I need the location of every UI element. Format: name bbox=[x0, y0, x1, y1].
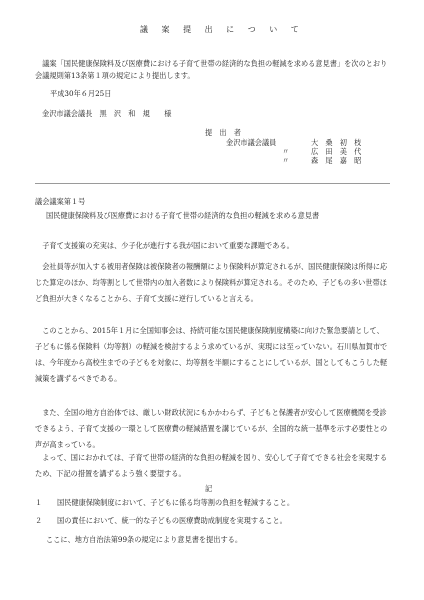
item-number: １ bbox=[35, 498, 43, 507]
item-number: ２ bbox=[35, 516, 43, 525]
body-paragraph: また、全国の地方自治体では、厳しい財政状況にもかかわらず、子どもと保護者が安心して医療機関を受診できるよう、子育て支援の一環として医療費の軽減措置を講じているが、全国的な統一基準を示す必要性との声が高まっている。 bbox=[35, 408, 388, 449]
item-text: 国の責任において、統一的な子どもの医療費助成制度を実現すること。 bbox=[57, 516, 287, 525]
submitter-role: 〃 bbox=[282, 147, 290, 156]
submitter-role: 〃 bbox=[282, 156, 290, 165]
closing-text: ここに、地方自治法第99条の規定により意見書を提出する。 bbox=[46, 535, 243, 544]
submission-date: 平成30年６月25日 bbox=[50, 89, 112, 98]
body-paragraph: このことから、2015年１月に全国知事会は、持続可能な国民健康保険制度構築に向けた緊急要請として、子どもに係る保険料（均等割）の軽減を検討するよう求めているが、実現には至っていない。石川県加賀市では、今年度から高校生までの子どもを対象に、均等割を半額にすることにしているが、国としてもこうした軽減策を講ずるべきである。 bbox=[35, 326, 388, 383]
submitter-label: 提 出 者 bbox=[205, 128, 241, 137]
submitter-name: 森 尾 嘉 昭 bbox=[311, 156, 362, 165]
item-text: 国民健康保険制度において、子どもに係る均等割の負担を軽減すること。 bbox=[57, 498, 295, 507]
submitter-name: 広 田 美 代 bbox=[311, 147, 362, 156]
list-item bbox=[35, 516, 287, 526]
bill-title: 国民健康保険料及び医療費における子育て世帯の経済的な負担の軽減を求める意見書 bbox=[46, 211, 320, 220]
addressee: 金沢市議会議長 黒 沢 和 規 様 bbox=[42, 109, 172, 118]
body-paragraph: 子育て支援策の充実は、少子化が進行する我が国において重要な課題である。 bbox=[42, 241, 294, 250]
ki-heading: 記 bbox=[205, 484, 213, 493]
body-paragraph: 会社員等が加入する被用者保険は被保険者の報酬額により保険料が算定されるが、国民健康保険は所得に応じた算定のほか、均等割として世帯内の加入者数により保険料が算定される。そのため、子どもの多い世帯ほど負担が大きくなることから、子育て支援に逆行していると言える。 bbox=[35, 262, 388, 303]
submitter-name: 大 桑 初 枝 bbox=[311, 138, 362, 147]
submitter-row bbox=[226, 156, 361, 166]
body-paragraph: よって、国におかれては、子育て世帯の経済的な負担の軽減を図り、安心して子育てできる社会を実現するため、下記の措置を講ずるよう強く要望する。 bbox=[35, 453, 388, 478]
list-item bbox=[35, 498, 294, 508]
bill-number: 議会議案第１号 bbox=[35, 197, 86, 206]
submitter-role: 金沢市議会議員 bbox=[226, 138, 277, 147]
document-title: 議 案 提 出 に つ い て bbox=[140, 25, 305, 34]
intro-text: 議案「国民健康保険料及び医療費における子育て世帯の経済的な負担の軽減を求める意見書」を次のとおり会議規則第13条第１項の規定により提出します。 bbox=[35, 59, 388, 80]
separator-line bbox=[35, 183, 390, 184]
